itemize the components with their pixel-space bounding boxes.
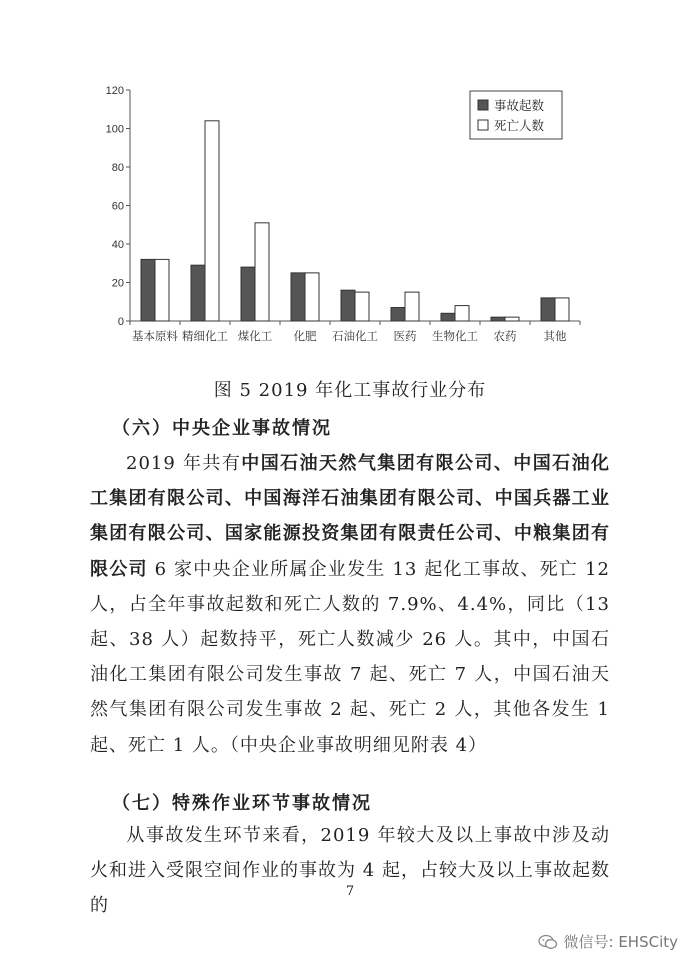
bar-accidents (341, 290, 355, 321)
wechat-watermark (538, 931, 679, 952)
x-tick-label: 农药 (493, 329, 517, 343)
bar-deaths (405, 292, 419, 321)
bar-deaths (355, 292, 369, 321)
x-tick-label: 生物化工 (432, 329, 478, 343)
central-enterprises-list: 中国石油天然气集团有限公司、中国石油化工集团有限公司、中国海洋石油集团有限公司、中国兵器工业集团有限公司、国家能源投资集团有限责任公司、中粮集团有限公司 (90, 453, 611, 580)
x-tick-label: 精细化工 (182, 329, 228, 343)
page-number: 7 (345, 884, 355, 899)
section-6-heading: （六）中央企业事故情况 (112, 418, 332, 439)
legend-swatch (478, 100, 488, 110)
y-tick-label: 100 (105, 123, 124, 136)
y-tick-label: 40 (111, 239, 124, 251)
bar-accidents (541, 298, 555, 321)
bar-deaths (205, 121, 219, 321)
bar-deaths (555, 298, 569, 321)
y-tick-label: 120 (105, 85, 124, 97)
chart-legend (470, 91, 562, 139)
bar-accidents (291, 273, 305, 321)
paragraph-stats-text: 6 家中央企业所属企业发生 13 起化工事故、死亡 12 人，占全年事故起数和死亡人数的 7.9%、4.4%，同比（13 起、38 人）起数持平，死亡人数减少 26 人。其中，中国石油化工集团有限公司发生事故 7 起、死亡 7 人，中国石油天然气集团有限公司发生事故 2 起、死亡 2 人，其他各发生 1 起、死亡 1 人。（中央企业事故明细见附表 4） (90, 558, 610, 756)
section-6-paragraph (90, 446, 610, 763)
figure-caption: 图 5 2019 年化工事故行业分布 (213, 380, 487, 401)
section-7-heading: （七）特殊作业环节事故情况 (112, 793, 372, 814)
section-7-text: 从事故发生环节来看，2019 年较大及以上事故中涉及动火和进入受限空间作业的事故为 4 起，占较大及以上事故起数的 (90, 825, 610, 917)
bar-accidents (391, 308, 405, 321)
bar-accidents (191, 265, 205, 321)
section-7-paragraph (90, 818, 610, 924)
x-tick-label: 煤化工 (237, 329, 273, 343)
bar-deaths (305, 273, 319, 321)
legend-label: 事故起数 (494, 98, 545, 113)
bar-deaths (255, 223, 269, 321)
bar-accidents (441, 313, 455, 321)
bar-accidents (491, 317, 505, 321)
y-tick-label: 60 (111, 200, 124, 213)
bar-accidents (241, 267, 255, 321)
watermark-text: 微信号: EHSCity (563, 933, 678, 951)
x-tick-label: 化肥 (293, 329, 317, 343)
bar-deaths (155, 259, 169, 321)
x-tick-label: 石油化工 (332, 329, 378, 343)
paragraph-year-text: 2019 年共有 (126, 453, 242, 474)
y-tick-label: 20 (111, 277, 124, 290)
industry-accident-chart (0, 70, 700, 360)
legend-swatch (478, 120, 488, 130)
y-tick-label: 80 (111, 162, 124, 174)
legend-label: 死亡人数 (494, 118, 545, 133)
bar-deaths (505, 317, 519, 321)
x-tick-label: 其他 (543, 329, 567, 343)
y-tick-label: 0 (117, 316, 124, 328)
x-tick-label: 基本原料 (132, 329, 178, 343)
bar-deaths (455, 306, 469, 321)
bar-accidents (141, 259, 155, 321)
wechat-icon (538, 934, 558, 950)
x-tick-label: 医药 (393, 329, 417, 343)
chart-bars (141, 121, 569, 321)
